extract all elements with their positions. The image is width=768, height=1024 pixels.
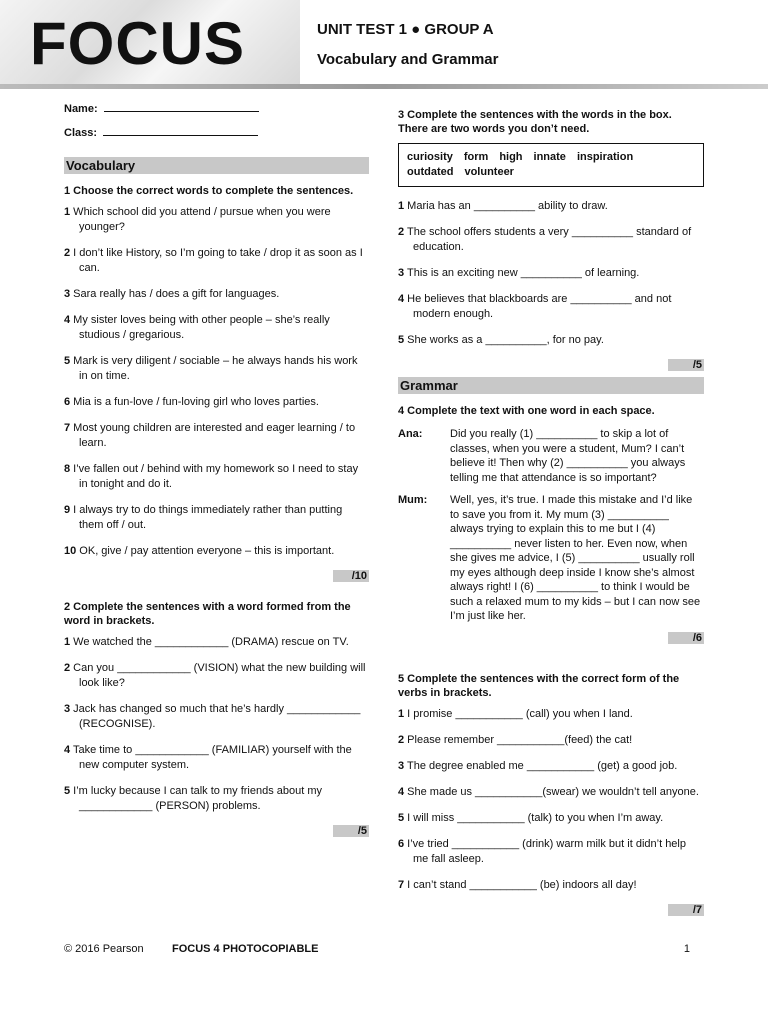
- question-number: 1: [64, 206, 71, 218]
- question-item[interactable]: [398, 837, 704, 867]
- question-number: 9: [64, 504, 71, 516]
- question-item[interactable]: [398, 707, 704, 722]
- dialog-line: [398, 427, 704, 485]
- unit-title: UNIT TEST 1 ● GROUP A: [317, 21, 494, 38]
- speech-text[interactable]: Did you really (1) __________ to skip a lot of classes, when you were a student, Mum? I can’t believe it! Then why (2) __________ you always telling me that attendance is so important?: [450, 428, 686, 484]
- task-2-instruction: 2 Complete the sentences with a word formed from the word in brackets.: [64, 601, 351, 627]
- box-word: curiosity: [407, 151, 453, 163]
- question-item[interactable]: [64, 462, 369, 492]
- box-word: innate: [533, 151, 566, 163]
- question-text: She made us ___________(swear) we wouldn’t tell anyone.: [404, 785, 699, 798]
- question-number: 4: [398, 293, 405, 305]
- question-text: I always try to do things immediately rather than putting them off / out.: [70, 504, 343, 531]
- question-number: 7: [398, 878, 405, 891]
- question-text: Jack has changed so much that he’s hardly ____________ (RECOGNISE).: [70, 703, 361, 730]
- question-text: Maria has an __________ ability to draw.: [404, 200, 608, 212]
- question-text: Mia is a fun-love / fun-loving girl who loves parties.: [70, 396, 319, 408]
- box-word: high: [499, 151, 523, 163]
- question-item[interactable]: [398, 199, 704, 214]
- question-text: Can you ____________ (VISION) what the new building will look like?: [70, 662, 366, 689]
- question-item[interactable]: [64, 635, 369, 650]
- box-word: outdated: [407, 166, 454, 178]
- question-number: 6: [398, 837, 405, 850]
- task-3-instruction: 3 Complete the sentences with the words in the box. There are two words you don’t need.: [398, 109, 672, 135]
- question-item[interactable]: [64, 287, 369, 302]
- question-item[interactable]: [64, 661, 369, 691]
- question-text: Take time to ____________ (FAMILIAR) yourself with the new computer system.: [70, 744, 352, 771]
- question-number: 2: [398, 226, 405, 238]
- question-text: I can’t stand ___________ (be) indoors all day!: [404, 878, 637, 891]
- question-text: I will miss ___________ (talk) to you when I’m away.: [404, 811, 664, 824]
- header-rule: [0, 84, 768, 89]
- unit-subtitle: Vocabulary and Grammar: [317, 51, 499, 68]
- question-number: 1: [398, 200, 405, 212]
- page-number: 1: [683, 943, 690, 955]
- page-header: [0, 0, 768, 90]
- question-number: 4: [64, 314, 71, 326]
- question-text: I don’t like History, so I’m going to take / drop it as soon as I can.: [70, 247, 363, 274]
- word-box: [398, 143, 704, 187]
- task-4-dialog: [398, 427, 704, 624]
- question-number: 4: [398, 785, 405, 798]
- question-text: Which school did you attend / pursue when you were younger?: [70, 206, 331, 233]
- task-2-score: /5: [333, 825, 369, 837]
- question-text: He believes that blackboards are __________ and not modern enough.: [404, 293, 672, 320]
- task-4-instruction: 4 Complete the text with one word in each space.: [398, 405, 655, 417]
- grammar-heading: Grammar: [398, 377, 704, 394]
- dialog-line: [398, 493, 704, 624]
- question-item[interactable]: [64, 246, 369, 276]
- box-word: volunteer: [464, 166, 514, 178]
- speaker-label: Ana:: [398, 428, 423, 440]
- question-text: The degree enabled me ___________ (get) a good job.: [404, 759, 678, 772]
- name-label: Name:: [64, 103, 98, 115]
- left-column: [64, 100, 369, 855]
- question-item[interactable]: [64, 354, 369, 384]
- question-text: Mark is very diligent / sociable – he always hands his work in on time.: [70, 355, 358, 382]
- question-item[interactable]: [398, 811, 704, 826]
- question-text: I’ve tried ___________ (drink) warm milk but it didn’t help me fall asleep.: [404, 837, 686, 865]
- task-4-score: /6: [668, 632, 704, 644]
- class-line[interactable]: [103, 124, 258, 136]
- task-3-score: /5: [668, 359, 704, 371]
- question-item[interactable]: [64, 421, 369, 451]
- question-text: She works as a __________, for no pay.: [404, 334, 604, 346]
- question-number: 5: [64, 355, 71, 367]
- question-item[interactable]: [398, 333, 704, 348]
- word-box-row-1: [407, 150, 695, 165]
- word-box-row-2: [407, 165, 695, 180]
- question-item[interactable]: [64, 784, 369, 814]
- question-item[interactable]: [398, 292, 704, 322]
- task-5-score: /7: [668, 904, 704, 916]
- name-line[interactable]: [104, 100, 259, 112]
- question-number: 7: [64, 422, 71, 434]
- name-field[interactable]: [64, 100, 369, 115]
- question-text: Sara really has / does a gift for languages.: [70, 288, 280, 300]
- class-field[interactable]: [64, 124, 369, 139]
- question-text: The school offers students a very __________ standard of education.: [404, 226, 692, 253]
- copyright: © 2016 Pearson: [64, 943, 144, 955]
- task-2-list: [64, 635, 369, 814]
- question-number: 3: [64, 288, 71, 300]
- question-number: 5: [398, 811, 405, 824]
- box-word: inspiration: [576, 151, 634, 163]
- question-number: 5: [64, 785, 71, 797]
- question-number: 8: [64, 463, 71, 475]
- question-item[interactable]: [398, 733, 704, 748]
- question-number: 3: [398, 267, 405, 279]
- task-1-list: [64, 205, 369, 559]
- question-item[interactable]: [64, 743, 369, 773]
- question-item[interactable]: [64, 205, 369, 235]
- question-text: My sister loves being with other people – she’s really studious / gregarious.: [70, 314, 330, 341]
- class-label: Class:: [64, 127, 98, 139]
- question-number: 3: [64, 703, 71, 715]
- question-item[interactable]: [64, 702, 369, 732]
- question-item[interactable]: [64, 313, 369, 343]
- product-label: FOCUS 4 PHOTOCOPIABLE: [172, 943, 319, 955]
- question-item[interactable]: [64, 503, 369, 533]
- question-text: Please remember ___________(feed) the cat!: [404, 733, 633, 746]
- question-number: 10: [64, 545, 77, 557]
- box-word: form: [463, 151, 489, 163]
- task-5-list: [398, 707, 704, 893]
- question-item[interactable]: [64, 395, 369, 410]
- question-text: This is an exciting new __________ of learning.: [404, 267, 640, 279]
- question-item[interactable]: [398, 759, 704, 774]
- question-number: 5: [398, 334, 405, 346]
- question-text: I promise ___________ (call) you when I land.: [404, 707, 633, 720]
- task-1-score: /10: [333, 570, 369, 582]
- question-text: We watched the ____________ (DRAMA) rescue on TV.: [70, 636, 349, 648]
- question-text: I’m lucky because I can talk to my friends about my ____________ (PERSON) problems.: [70, 785, 323, 812]
- speech-text[interactable]: Well, yes, it’s true. I made this mistake and I’d like to save you from it. My mum (3) __________ always trying to explain this to me but I (4) __________ never listen to her. Even now, when she gives me advice, I (5) __________ usually roll my eyes although deep inside I know she’s almost always right! I (6) __________ to think I would be such a relaxed mum to my kids – but I can now see I’m just like her.: [450, 494, 701, 622]
- speaker-label: Mum:: [398, 494, 428, 506]
- question-item[interactable]: [398, 225, 704, 255]
- task-3-list: [398, 199, 704, 348]
- question-number: 2: [64, 662, 71, 674]
- question-item[interactable]: [398, 785, 704, 800]
- question-number: 2: [398, 733, 405, 746]
- question-number: 1: [64, 636, 71, 648]
- task-1-instruction: 1 Choose the correct words to complete the sentences.: [64, 185, 354, 197]
- task-5-instruction: 5 Complete the sentences with the correct form of the verbs in brackets.: [398, 672, 680, 699]
- question-text: I’ve fallen out / behind with my homework so I need to stay in tonight and do it.: [70, 463, 359, 490]
- question-number: 3: [398, 759, 405, 772]
- vocabulary-heading: Vocabulary: [64, 157, 369, 174]
- question-item[interactable]: [64, 544, 369, 559]
- right-column: [398, 108, 704, 934]
- focus-logo: FOCUS: [30, 10, 245, 77]
- question-text: OK, give / pay attention everyone – this is important.: [76, 545, 335, 557]
- question-item[interactable]: [398, 266, 704, 281]
- question-text: Most young children are interested and eager learning / to learn.: [70, 422, 356, 449]
- question-number: 4: [64, 744, 71, 756]
- question-number: 2: [64, 247, 71, 259]
- question-number: 1: [398, 707, 405, 720]
- question-item[interactable]: [398, 878, 704, 893]
- question-number: 6: [64, 396, 71, 408]
